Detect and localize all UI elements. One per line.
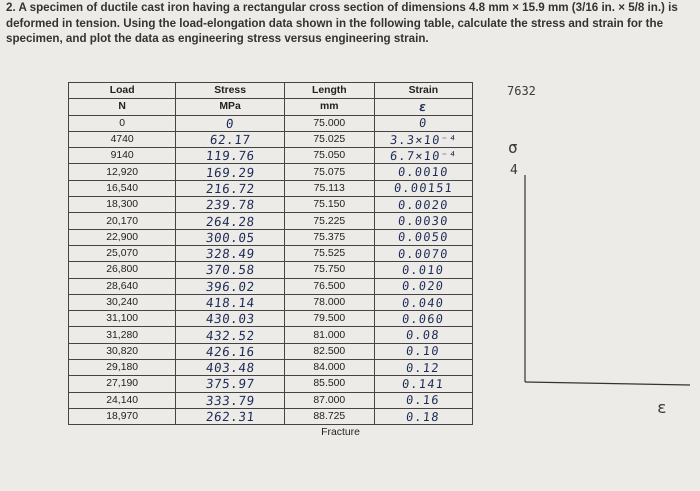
length-cell: 75.075 <box>284 164 374 180</box>
annotation-sigma: σ <box>508 138 518 157</box>
strain-cell <box>374 311 472 327</box>
strain-cell <box>374 360 472 376</box>
strain-cell <box>374 180 472 196</box>
strain-cell <box>374 213 472 229</box>
stress-cell <box>176 311 285 327</box>
stress-cell-value: 262.31 <box>204 409 256 425</box>
stress-cell-value: 264.28 <box>204 213 256 229</box>
stress-cell-value: 239.78 <box>204 197 256 213</box>
stress-cell <box>176 245 285 261</box>
unit-stress: MPa <box>176 99 285 115</box>
load-cell: 25,070 <box>69 245 176 261</box>
table-row <box>69 115 473 131</box>
header-length: Length <box>284 83 374 99</box>
stress-cell-value: 426.16 <box>204 343 256 359</box>
table-body <box>69 115 473 425</box>
stress-cell-value: 300.05 <box>204 229 256 245</box>
stress-cell <box>176 278 285 294</box>
stress-cell-value: 396.02 <box>204 278 256 294</box>
length-cell: 75.150 <box>284 197 374 213</box>
table-row <box>69 197 473 213</box>
length-cell: 81.000 <box>284 327 374 343</box>
strain-cell-value: 0.00151 <box>393 181 454 196</box>
problem-text: 2. A specimen of ductile cast iron having a rectangular cross section of dimensions 4.8 mm × 15.9 mm (3/16 in. × 5/8 in.) is deformed in tension. Using the load-elongation data shown in the following table, calculate the stress and strain for the specimen, and plot the data as engineering stress versus engineering strain. <box>6 1 678 46</box>
length-cell: 82.500 <box>284 343 374 359</box>
stress-cell <box>176 229 285 245</box>
stress-cell <box>176 180 285 196</box>
length-cell: 79.500 <box>284 311 374 327</box>
length-cell: 84.000 <box>284 360 374 376</box>
stress-cell-value: 430.03 <box>204 311 256 327</box>
stress-cell <box>176 115 285 131</box>
annotation-four: 4 <box>510 163 518 178</box>
load-cell: 24,140 <box>69 392 176 408</box>
length-cell: 87.000 <box>284 392 374 408</box>
stress-cell <box>176 131 285 147</box>
annotation-top-right: 7632 <box>507 84 536 98</box>
stress-cell <box>176 213 285 229</box>
stress-cell-value: 169.29 <box>204 164 256 180</box>
stress-cell <box>176 327 285 343</box>
stress-cell <box>176 343 285 359</box>
sketch-x-axis <box>525 382 690 385</box>
load-cell: 31,100 <box>69 311 176 327</box>
stress-cell-value: 62.17 <box>208 132 252 148</box>
strain-cell <box>374 392 472 408</box>
length-cell: 75.375 <box>284 229 374 245</box>
header-strain: Strain <box>374 83 472 99</box>
strain-cell-value: 0.12 <box>405 360 441 375</box>
strain-cell-value: 0.0020 <box>397 197 450 212</box>
unit-load: N <box>69 99 176 115</box>
load-cell: 28,640 <box>69 278 176 294</box>
strain-cell-value: 0.141 <box>401 376 446 391</box>
table-row <box>69 392 473 408</box>
strain-cell-value: 0.040 <box>401 295 446 310</box>
stress-cell-value: 418.14 <box>204 295 256 310</box>
table-row <box>69 311 473 327</box>
load-cell: 20,170 <box>69 213 176 229</box>
stress-cell <box>176 148 285 164</box>
table-row <box>69 229 473 245</box>
stress-cell-value: 375.97 <box>204 376 256 392</box>
strain-cell-value: 6.7×10⁻⁴ <box>388 148 458 163</box>
load-cell: 12,920 <box>69 164 176 180</box>
strain-cell <box>374 376 472 392</box>
fracture-label: Fracture <box>321 427 360 439</box>
strain-cell-value: 0 <box>418 116 429 131</box>
table-row <box>69 294 473 310</box>
strain-cell <box>374 131 472 147</box>
length-cell: 75.750 <box>284 262 374 278</box>
strain-cell <box>374 245 472 261</box>
strain-cell-value: 0.0010 <box>397 165 450 180</box>
strain-cell-value: 0.060 <box>401 311 446 326</box>
table-row <box>69 360 473 376</box>
table-row <box>69 376 473 392</box>
table-row <box>69 408 473 424</box>
strain-cell <box>374 294 472 310</box>
stress-cell-value: 403.48 <box>204 360 256 376</box>
strain-cell <box>374 327 472 343</box>
table-row <box>69 164 473 180</box>
length-cell: 76.500 <box>284 278 374 294</box>
table-header-row-titles <box>69 83 473 99</box>
strain-cell <box>374 343 472 359</box>
strain-cell-value: 3.3×10⁻⁴ <box>388 132 458 147</box>
length-cell: 75.025 <box>284 131 374 147</box>
load-cell: 26,800 <box>69 262 176 278</box>
table-row <box>69 131 473 147</box>
length-cell: 78.000 <box>284 294 374 310</box>
length-cell: 75.050 <box>284 148 374 164</box>
load-cell: 31,280 <box>69 327 176 343</box>
table-header-row-units <box>69 99 473 115</box>
load-cell: 16,540 <box>69 180 176 196</box>
sketch-axes <box>480 80 695 400</box>
length-cell: 75.525 <box>284 245 374 261</box>
stress-cell <box>176 164 285 180</box>
stress-cell-value: 328.49 <box>204 246 256 262</box>
length-cell: 85.500 <box>284 376 374 392</box>
stress-cell-value: 216.72 <box>204 180 256 196</box>
strain-cell-value: 0.08 <box>405 328 441 343</box>
table-row <box>69 327 473 343</box>
unit-length: mm <box>284 99 374 115</box>
strain-cell <box>374 164 472 180</box>
strain-cell-value: 0.0030 <box>397 214 450 229</box>
strain-cell <box>374 148 472 164</box>
load-cell: 29,180 <box>69 360 176 376</box>
strain-cell <box>374 408 472 424</box>
load-cell: 9140 <box>69 148 176 164</box>
strain-cell-value: 0.0070 <box>397 246 450 261</box>
load-cell: 18,970 <box>69 408 176 424</box>
load-cell: 18,300 <box>69 197 176 213</box>
stress-cell <box>176 392 285 408</box>
strain-cell <box>374 278 472 294</box>
load-cell: 4740 <box>69 131 176 147</box>
load-cell: 30,240 <box>69 294 176 310</box>
header-load: Load <box>69 83 176 99</box>
table-row <box>69 213 473 229</box>
table-row <box>69 278 473 294</box>
strain-cell-value: 0.16 <box>405 393 441 408</box>
strain-cell <box>374 197 472 213</box>
load-cell: 30,820 <box>69 343 176 359</box>
load-elongation-table <box>68 82 473 425</box>
strain-cell-value: 0.0050 <box>397 230 450 245</box>
load-cell: 27,190 <box>69 376 176 392</box>
length-cell: 75.000 <box>284 115 374 131</box>
table-row <box>69 343 473 359</box>
table-row <box>69 245 473 261</box>
length-cell: 75.113 <box>284 180 374 196</box>
strain-cell-value: 0.10 <box>405 344 441 359</box>
stress-cell <box>176 376 285 392</box>
stress-cell-value: 0 <box>225 115 235 131</box>
length-cell: 88.725 <box>284 408 374 424</box>
strain-cell <box>374 262 472 278</box>
problem-statement <box>6 0 696 47</box>
stress-cell <box>176 197 285 213</box>
strain-symbol: ε <box>418 99 429 115</box>
stress-cell-value: 370.58 <box>204 262 256 278</box>
strain-cell-value: 0.010 <box>401 262 446 277</box>
data-table-container <box>68 82 473 438</box>
annotation-epsilon: ε <box>657 398 667 417</box>
length-cell: 75.225 <box>284 213 374 229</box>
strain-cell-value: 0.020 <box>401 279 446 294</box>
load-cell: 0 <box>69 115 176 131</box>
stress-cell-value: 432.52 <box>204 327 256 343</box>
strain-cell-value: 0.18 <box>405 409 441 424</box>
header-stress: Stress <box>176 83 285 99</box>
table-row <box>69 262 473 278</box>
table-row <box>69 180 473 196</box>
strain-cell <box>374 115 472 131</box>
table-row <box>69 148 473 164</box>
load-cell: 22,900 <box>69 229 176 245</box>
strain-cell <box>374 229 472 245</box>
stress-cell-value: 333.79 <box>204 392 256 408</box>
stress-cell <box>176 262 285 278</box>
stress-cell <box>176 360 285 376</box>
stress-cell <box>176 408 285 424</box>
stress-cell-value: 119.76 <box>204 148 256 164</box>
unit-strain <box>374 99 472 115</box>
stress-cell <box>176 294 285 310</box>
